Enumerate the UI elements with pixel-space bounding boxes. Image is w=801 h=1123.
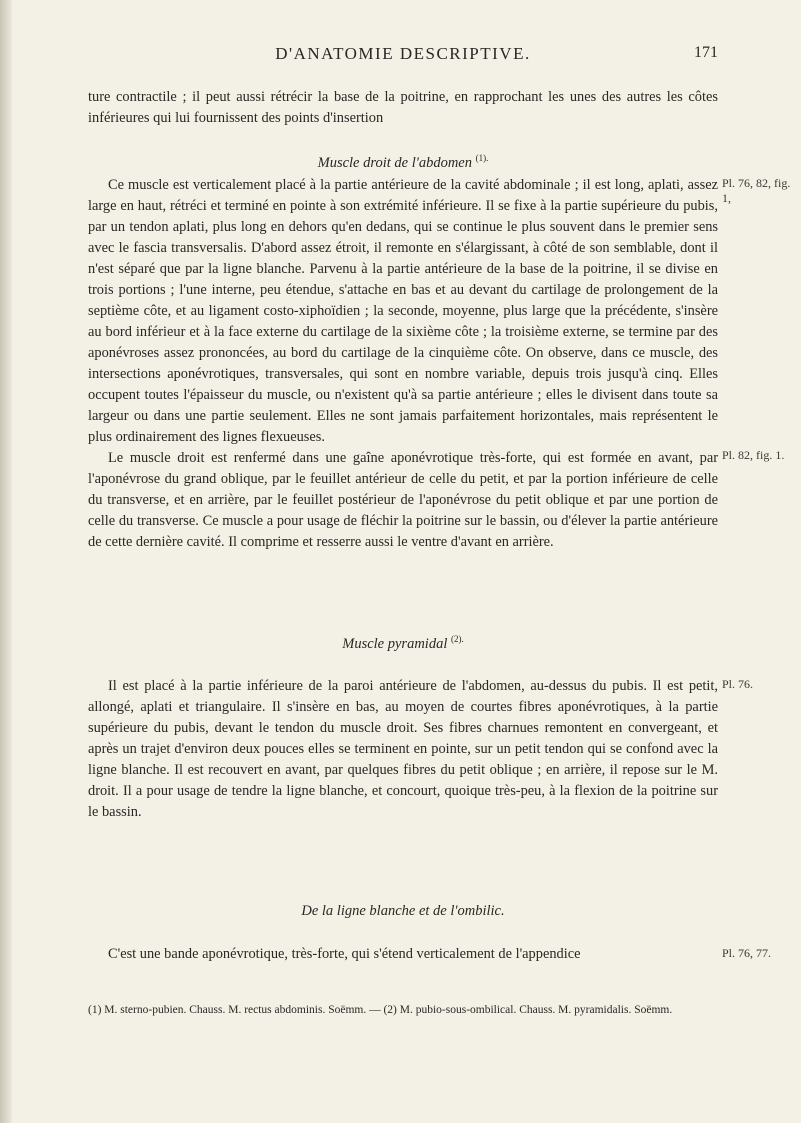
section-heading-pyramidal (88, 634, 718, 653)
running-header (88, 44, 718, 70)
intro-text (88, 87, 718, 129)
note-ref: (1). (475, 153, 489, 163)
heading-text: De la ligne blanche et de l'ombilic. (301, 903, 505, 919)
page-binding-edge (0, 0, 12, 1123)
paragraph: Ce muscle est verticalement placé à la partie antérieure de la cavité abdominale ; il est long, aplati, assez large en haut, rétréci et terminé en pointe à son extrémité inférieure. Il se fixe à la partie supérieure du pubis, par un tendon aplati, plus long en dehors qu'en dedans, qui se continue le plus souvent dans le premier sens avec le fascia transversalis. D'abord assez étroit, il remonte en s'élargissant, à côté de son semblable, dont il n'est séparé que par la ligne blanche. Parvenu à la partie antérieure de la base de la poitrine, il se divise en trois portions ; l'une interne, peu étendue, s'attache en bas et au devant du cartilage de prolongement de la septième côte, et au ligament costo-xiphoïdien ; la seconde, moyenne, plus large que la précédente, s'insère au bord inférieur et à la face externe du cartilage de la sixième côte ; la troisième externe, se termine par des aponévroses assez prononcées, au bord du cartilage de la cinquième côte. On observe, dans ce muscle, des intersections aponévrotiques, transversales, qui sont en nombre variable, depuis trois jusqu'à cinq. Elles occupent toutes l'épaisseur du muscle, ou n'existent qu'à sa partie antérieure ; elles le divisent dans toute sa largeur ou dans une partie seulement. Elles ne sont jamais parfaitement horizontales, mais représentent le plus ordinairement des lignes flexueuses. (88, 177, 718, 445)
margin-ref-4: Pl. 76, 77. (722, 946, 772, 960)
note-ref: (2). (450, 634, 464, 644)
pyramidal-body (88, 676, 718, 823)
paragraph: Il est placé à la partie inférieure de la paroi antérieure de l'abdomen, au-dessus du pubis. Il est petit, allongé, aplati et triangulaire. Il s'insère en bas, au moyen de courtes fibres aponévrotiques, à la partie supérieure du pubis, devant le tendon du muscle droit. Ses fibres charnues remontent en convergeant, et après un trajet d'environ deux pouces elles se terminent en pointe, sur un petit tendon qui se confond avec la ligne blanche. Il est recouvert en avant, par quelques fibres du petit oblique ; en arrière, il repose sur le M. droit. Il a pour usage de tendre la ligne blanche, et concourt, quoique très-peu, à la flexion de la poitrine sur le bassin. (88, 678, 718, 820)
rectus-body (88, 175, 718, 553)
heading-text: Muscle droit de l'abdomen (317, 154, 472, 171)
intro-paragraph: ture contractile ; il peut aussi rétrécir la base de la poitrine, en rapprochant les unes des autres les côtes inférieures qui lui fournissent des points d'insertion (88, 89, 718, 126)
footnotes: (1) M. sterno-pubien. Chauss. M. rectus abdominis. Soëmm. — (2) M. pubio-sous-ombilical. Chauss. M. pyramidalis. Soëmm. (88, 1004, 673, 1016)
margin-ref-1: Pl. 76, 82, fig. 1, (722, 176, 791, 205)
page-number: 171 (694, 44, 718, 61)
section-heading-rectus (88, 153, 718, 172)
running-title: D'ANATOMIE DESCRIPTIVE. (275, 44, 531, 63)
margin-ref-3: Pl. 76. (722, 677, 754, 691)
linea-alba-body (88, 944, 718, 965)
paragraph: C'est une bande aponévrotique, très-forte, qui s'étend verticalement de l'appendice (108, 946, 581, 962)
paragraph: Le muscle droit est renfermé dans une gaîne aponévrotique très-forte, qui est formée en avant, par l'aponévrose du grand oblique, par le feuillet antérieur de celle du petit, et par la portion inférieure de celle du transverse, et en arrière, par le feuillet postérieur de l'aponévrose du petit oblique et par une portion de celle du transverse. Ce muscle a pour usage de fléchir la poitrine sur le bassin, ou d'élever la partie antérieure de cette dernière cavité. Il comprime et resserre aussi le ventre d'avant en arrière. (88, 450, 718, 550)
heading-text: Muscle pyramidal (342, 635, 448, 652)
margin-ref-2: Pl. 82, fig. 1. (722, 448, 785, 462)
section-heading-linea-alba (88, 903, 718, 920)
